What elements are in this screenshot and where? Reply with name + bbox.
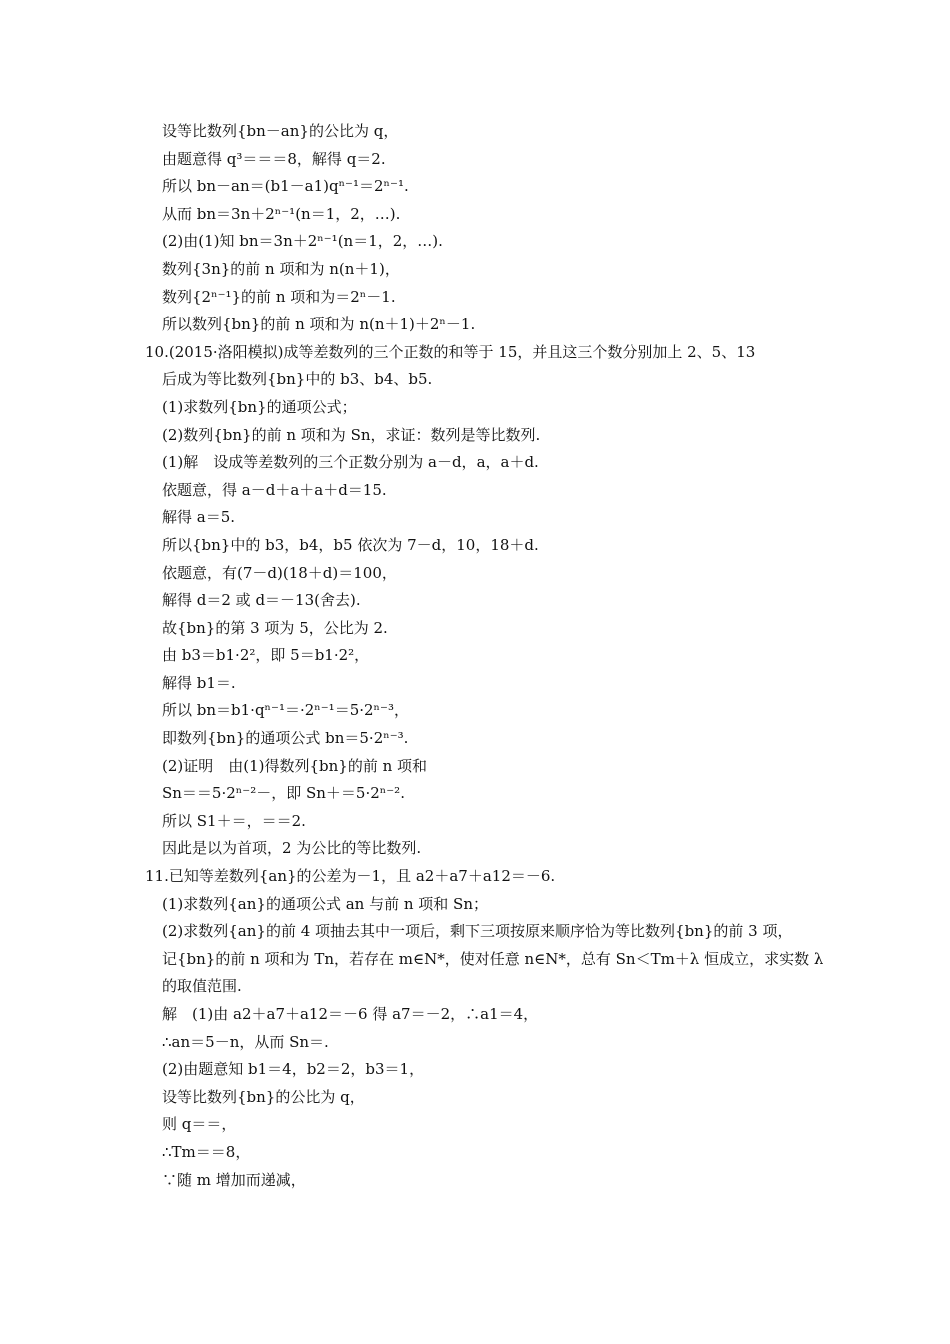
text-line: (2)求数列{an}的前 4 项抽去其中一项后，剩下三项按原来顺序恰为等比数列{bn}的前 3 项， — [162, 922, 793, 941]
text-line: 所以{bn}中的 b3，b4，b5 依次为 7－d，10，18＋d. — [162, 535, 539, 554]
text-line: 因此是以为首项，2 为公比的等比数列. — [162, 839, 422, 858]
text-line: (2)数列{bn}的前 n 项和为 Sn，求证：数列是等比数列. — [162, 425, 541, 444]
text-line: 数列{3n}的前 n 项和为 n(n＋1)， — [162, 259, 400, 278]
text-line: 依题意，有(7－d)(18＋d)＝100， — [162, 563, 397, 582]
text-line: ∴Tm＝＝8， — [162, 1142, 251, 1161]
text-line: 所以数列{bn}的前 n 项和为 n(n＋1)＋2ⁿ－1. — [162, 315, 476, 334]
text-line: 所以 bn－an＝(b1－a1)qⁿ⁻¹＝2ⁿ⁻¹. — [162, 177, 409, 196]
text-line: (1)求数列{an}的通项公式 an 与前 n 项和 Sn； — [162, 894, 488, 913]
text-line: (2)由题意知 b1＝4，b2＝2，b3＝1， — [162, 1060, 425, 1079]
text-line: 设等比数列{bn－an}的公比为 q， — [162, 122, 399, 140]
text-line: ∵随 m 增加而递减， — [162, 1170, 306, 1189]
text-line: 由 b3＝b1·2²，即 5＝b1·2²， — [162, 646, 370, 665]
text-line: 由题意得 q³＝＝＝8，解得 q＝2. — [162, 149, 386, 168]
text-line: 则 q＝＝， — [162, 1115, 237, 1134]
text-line: 记{bn}的前 n 项和为 Tn，若存在 m∈N*，使对任意 n∈N*，总有 Sn＜Tm＋λ 恒成立，求实数 λ — [162, 949, 824, 968]
text-line: ∴an＝5－n，从而 Sn＝. — [162, 1032, 329, 1051]
text-line: 即数列{bn}的通项公式 bn＝5·2ⁿ⁻³. — [162, 729, 409, 748]
text-line: (1)求数列{bn}的通项公式； — [162, 397, 357, 416]
text-line: Sn＝＝5·2ⁿ⁻²－，即 Sn＋＝5·2ⁿ⁻². — [162, 784, 405, 803]
text-line: (1)解 设成等差数列的三个正数分别为 a－d，a，a＋d. — [162, 453, 539, 472]
text-line: 设等比数列{bn}的公比为 q， — [162, 1087, 365, 1106]
text-line: 所以 bn＝b1·qⁿ⁻¹＝·2ⁿ⁻¹＝5·2ⁿ⁻³， — [162, 701, 409, 720]
text-line: 依题意，得 a－d＋a＋a＋d＝15. — [162, 480, 387, 499]
text-line: 解得 a＝5. — [162, 508, 236, 527]
text-line: 数列{2ⁿ⁻¹}的前 n 项和为＝2ⁿ－1. — [162, 287, 396, 306]
text-line: 所以 S1＋＝，＝＝2. — [162, 811, 306, 830]
text-line: 的取值范围. — [162, 977, 242, 996]
text-line: 后成为等比数列{bn}中的 b3、b4、b5. — [162, 370, 433, 389]
text-line: 11.已知等差数列{an}的公差为－1，且 a2＋a7＋a12＝－6. — [145, 867, 556, 886]
text-line: 解得 b1＝. — [162, 673, 236, 692]
text-line: 10.(2015·洛阳模拟)成等差数列的三个正数的和等于 15，并且这三个数分别加上 2、5、13 — [145, 342, 756, 361]
document-body — [145, 118, 825, 1194]
text-line: 故{bn}的第 3 项为 5，公比为 2. — [162, 618, 388, 637]
text-line: 从而 bn＝3n＋2ⁿ⁻¹(n＝1，2，…). — [162, 204, 401, 223]
text-line: (2)证明 由(1)得数列{bn}的前 n 项和 — [162, 756, 428, 775]
text-line: 解 (1)由 a2＋a7＋a12＝－6 得 a7＝－2，∴a1＝4， — [162, 1005, 539, 1023]
text-line: (2)由(1)知 bn＝3n＋2ⁿ⁻¹(n＝1，2，…). — [162, 232, 443, 251]
text-line: 解得 d＝2 或 d＝－13(舍去). — [162, 591, 361, 610]
